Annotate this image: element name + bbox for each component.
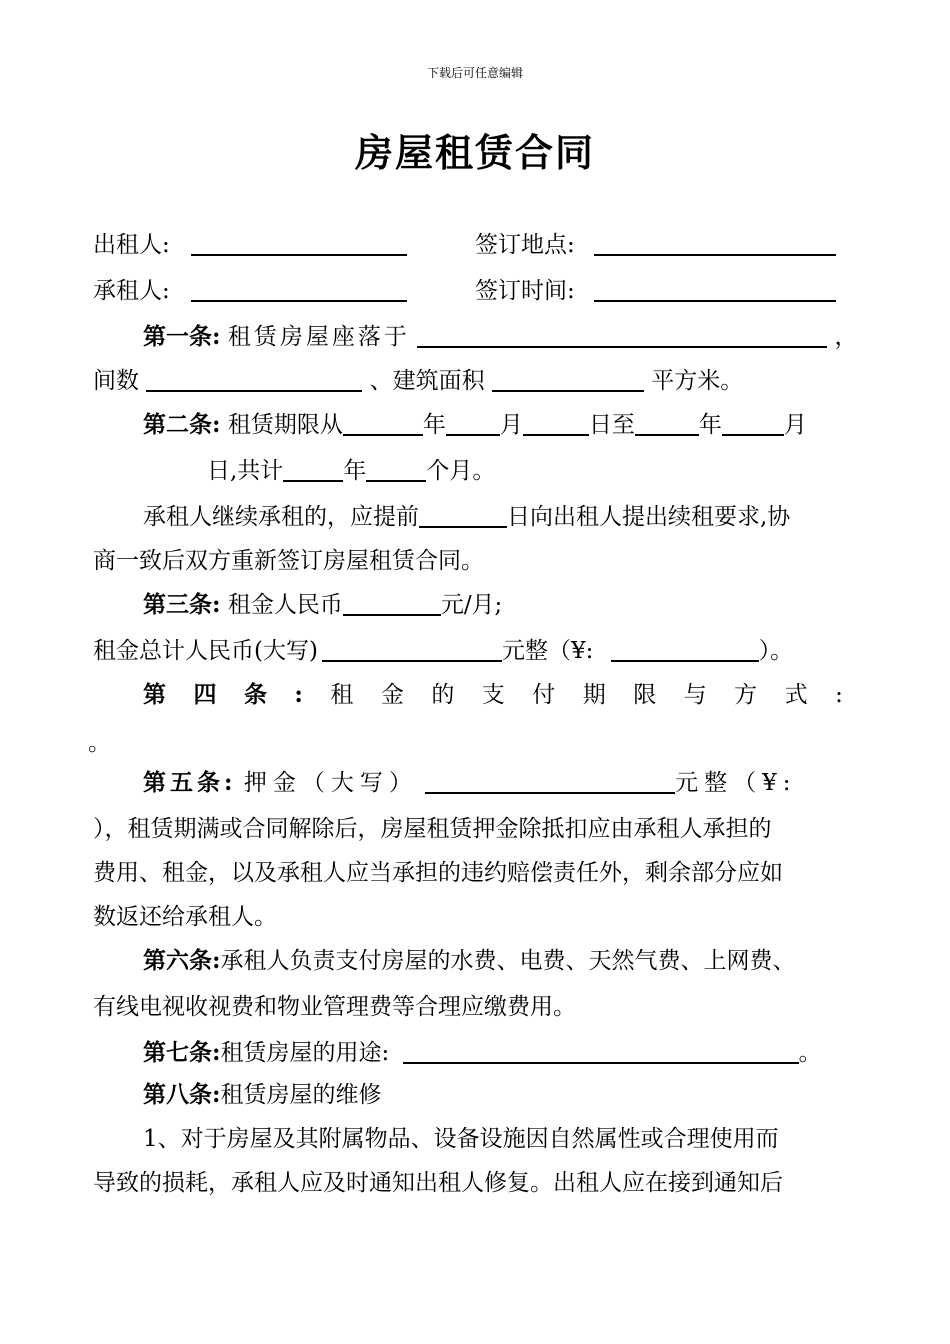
article-8-clause-1-line-2: 导致的损耗，承租人应及时通知出租人修复。出租人应在接到通知后 <box>93 1170 783 1196</box>
month-label: 月 <box>783 412 807 438</box>
year-label: 年 <box>422 412 446 438</box>
start-day-field[interactable] <box>523 410 589 436</box>
rent-total-number-field[interactable] <box>611 636 759 662</box>
article-3-title: 第三条: <box>143 591 221 618</box>
rent-unit: 元/月; <box>440 592 503 618</box>
article-4-char: 式 <box>784 682 808 708</box>
article-1-text: 租赁房屋座落于 <box>227 324 410 350</box>
end-month-field[interactable] <box>722 410 784 436</box>
article-4-char: 期 <box>582 682 606 708</box>
article-4-line <box>143 680 843 710</box>
sign-place-label: 签订地点: <box>475 232 575 258</box>
article-1-line-2 <box>93 366 743 396</box>
comma: ， <box>834 324 858 350</box>
article-4-char: 条 <box>243 681 267 708</box>
deposit-words-field[interactable] <box>425 768 675 794</box>
article-2-title: 第二条: <box>143 411 221 438</box>
house-address-field[interactable] <box>417 322 827 348</box>
end-year-field[interactable] <box>635 410 699 436</box>
rooms-label: 间数 <box>93 368 139 394</box>
deposit-label: 押金（大写） <box>243 770 418 796</box>
article-6-line-1 <box>143 946 796 976</box>
day-to-label: 日至 <box>588 412 635 438</box>
start-year-field[interactable] <box>343 410 423 436</box>
renewal-line-2: 商一致后双方重新签订房屋租赁合同。 <box>93 548 484 574</box>
rent-total-label: 租金总计人民币(大写) <box>93 638 318 664</box>
rooms-field[interactable] <box>146 366 362 392</box>
lessor-label: 出租人: <box>93 232 170 258</box>
usage-field[interactable] <box>403 1038 799 1064</box>
article-7-title: 第七条: <box>143 1039 221 1066</box>
article-6-text: 承租人负责支付房屋的水费、电费、天然气费、上网费、 <box>220 948 796 974</box>
article-6-line-2: 有线电视收视费和物业管理费等合理应缴费用。 <box>93 994 576 1020</box>
article-8-title: 第八条: <box>143 1081 221 1108</box>
article-4-char: : <box>294 681 303 708</box>
renewal-text-1: 承租人继续承租的，应提前 <box>143 504 419 530</box>
article-8-clause-1-line-1: 1、对于房屋及其附属物品、设备设施因自然属性或合理使用而 <box>143 1126 779 1152</box>
lessee-field[interactable] <box>191 276 407 302</box>
rent-total-words-field[interactable] <box>322 636 502 662</box>
document-title: 房屋租赁合同 <box>354 130 595 175</box>
article-4-char: : <box>835 682 843 708</box>
sign-place-field[interactable] <box>594 230 836 256</box>
article-5-line-3: 费用、租金，以及承租人应当承担的违约赔偿责任外，剩余部分应如 <box>93 860 783 886</box>
year-label: 年 <box>343 458 367 484</box>
article-3-line-2 <box>93 636 793 666</box>
rent-close: ）。 <box>758 638 794 664</box>
article-8-line <box>143 1080 382 1110</box>
article-4-char: 限 <box>633 682 657 708</box>
area-unit: 平方米。 <box>651 368 744 394</box>
article-4-char: 租 <box>330 682 354 708</box>
start-month-field[interactable] <box>446 410 500 436</box>
renewal-days-field[interactable] <box>419 502 507 528</box>
months-label: 个月。 <box>426 458 496 484</box>
article-4-char: 第 <box>143 681 166 708</box>
total-months-field[interactable] <box>366 456 426 482</box>
article-1-line-1 <box>143 322 857 352</box>
month-label: 月 <box>499 412 523 438</box>
area-label: 、建筑面积 <box>369 368 485 394</box>
year-label: 年 <box>698 412 722 438</box>
article-4-char: 方 <box>734 682 758 708</box>
article-4-char: 的 <box>431 682 455 708</box>
article-4-char: 金 <box>380 682 404 708</box>
article-4-end: 。 <box>88 730 111 756</box>
article-5-line-4: 数返还给承租人。 <box>93 904 277 930</box>
area-field[interactable] <box>492 366 644 392</box>
article-1-title: 第一条: <box>143 323 221 350</box>
deposit-yuan-label: 元整（¥: <box>675 770 797 796</box>
sign-time-field[interactable] <box>594 276 836 302</box>
article-7-end: 。 <box>798 1040 822 1066</box>
renewal-line-1 <box>143 502 790 532</box>
monthly-rent-field[interactable] <box>343 590 441 616</box>
lessor-row <box>93 230 407 260</box>
article-5-line-1 <box>143 768 797 798</box>
sign-place-row <box>475 230 836 260</box>
article-4-char: 支 <box>481 682 505 708</box>
lessor-field[interactable] <box>191 230 407 256</box>
rent-label: 租金人民币 <box>227 592 343 618</box>
article-4-char: 与 <box>683 682 707 708</box>
article-8-text: 租赁房屋的维修 <box>220 1082 382 1108</box>
header-note: 下载后可任意编辑 <box>426 66 523 80</box>
article-5-line-2: ），租赁期满或合同解除后，房屋租赁押金除抵扣应由承租人承担的 <box>93 816 772 842</box>
day-total-label: 日,共计 <box>207 458 284 484</box>
total-years-field[interactable] <box>283 456 343 482</box>
article-4-char: 付 <box>532 682 556 708</box>
article-5-title: 第五条: <box>143 769 237 796</box>
sign-time-row <box>475 276 836 306</box>
lessee-row <box>93 276 407 306</box>
article-7-line <box>143 1038 822 1068</box>
lessee-label: 承租人: <box>93 278 170 304</box>
article-4-char: 四 <box>193 681 217 708</box>
sign-time-label: 签订时间: <box>475 278 575 304</box>
article-2-line-2 <box>207 456 495 486</box>
article-3-line-1 <box>143 590 502 620</box>
renewal-text-2: 日向出租人提出续租要求,协 <box>507 504 791 530</box>
article-2-line-1 <box>143 410 807 440</box>
term-from-label: 租赁期限从 <box>227 412 343 438</box>
article-6-title: 第六条: <box>143 947 221 974</box>
article-7-text: 租赁房屋的用途: <box>220 1040 390 1066</box>
rent-yuan-label: 元整（¥: <box>501 638 594 664</box>
